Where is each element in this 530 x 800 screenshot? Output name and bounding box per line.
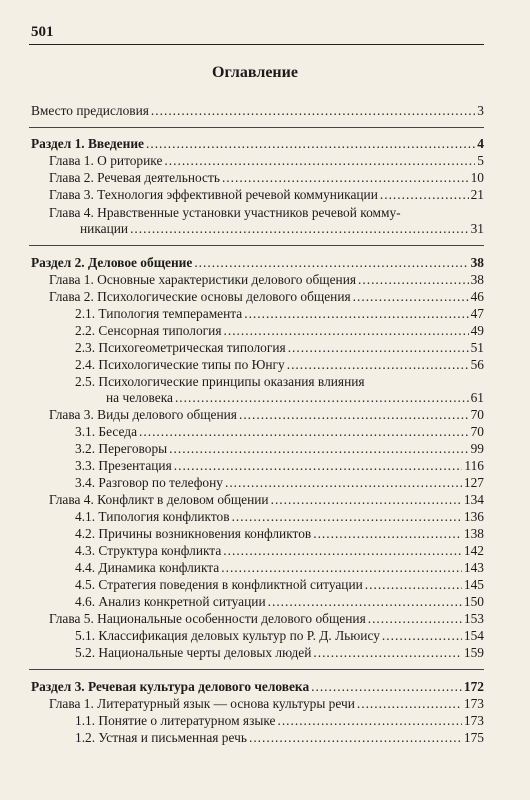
section-page: 38 xyxy=(470,255,484,270)
entry-page: 46 xyxy=(470,289,484,304)
toc-entry xyxy=(49,611,484,627)
toc-entry xyxy=(49,153,484,169)
entry-page: 143 xyxy=(463,560,484,575)
entry-title: 3.1. Беседа xyxy=(75,424,138,439)
entry-page: 70 xyxy=(470,424,484,439)
entry-page: 116 xyxy=(464,458,484,473)
entry-page: 175 xyxy=(463,730,484,745)
dot-leader xyxy=(174,458,463,474)
entry-title-line2: никации xyxy=(80,221,129,236)
toc-entry xyxy=(75,543,484,559)
entry-title: Глава 5. Национальные особенности делового общения xyxy=(49,611,366,626)
entry-page: 145 xyxy=(463,577,484,592)
toc-entry xyxy=(75,713,484,729)
toc-entry xyxy=(75,645,484,661)
section-divider xyxy=(29,127,484,128)
entry-page: 38 xyxy=(470,272,484,287)
toc-entry xyxy=(75,357,484,373)
dot-leader xyxy=(221,560,462,576)
toc-entry xyxy=(75,628,484,644)
section-title: Раздел 3. Речевая культура делового человека xyxy=(31,679,310,694)
entry-title: 4.3. Структура конфликта xyxy=(75,543,222,558)
dot-leader xyxy=(222,170,469,186)
entry-title: 1.2. Устная и письменная речь xyxy=(75,730,247,745)
toc-entry xyxy=(49,492,484,508)
entry-title: 4.1. Типология конфликтов xyxy=(75,509,230,524)
dot-leader xyxy=(313,526,462,542)
toc-entry xyxy=(49,696,484,712)
toc-entry xyxy=(75,526,484,542)
dot-leader xyxy=(353,289,469,305)
entry-page: 51 xyxy=(470,340,484,355)
entry-page: 10 xyxy=(470,170,484,185)
dot-leader xyxy=(151,103,475,119)
entry-title: 4.2. Причины возникновения конфликтов xyxy=(75,526,312,541)
entry-title: Глава 2. Речевая деятельность xyxy=(49,170,220,185)
entry-page: 159 xyxy=(463,645,484,660)
section-divider xyxy=(29,245,484,246)
entry-title-line1: 2.5. Психологические принципы оказания влияния xyxy=(75,374,365,389)
entry-title: Глава 4. Конфликт в деловом общении xyxy=(49,492,269,507)
section-page: 4 xyxy=(477,136,484,151)
entry-page: 99 xyxy=(470,441,484,456)
entry-title: 5.2. Национальные черты деловых людей xyxy=(75,645,312,660)
toc-entry xyxy=(75,594,484,610)
entry-page: 173 xyxy=(463,713,484,728)
toc-title: Оглавление xyxy=(212,64,298,81)
toc-entry xyxy=(75,441,484,457)
header-rule xyxy=(29,44,484,45)
dot-leader xyxy=(130,221,469,237)
entry-title: 2.2. Сенсорная типология xyxy=(75,323,222,338)
entry-page: 138 xyxy=(463,526,484,541)
dot-leader xyxy=(146,136,475,152)
entry-title: 4.4. Динамика конфликта xyxy=(75,560,220,575)
dot-leader xyxy=(311,679,462,695)
entry-title: 1.1. Понятие о литературном языке xyxy=(75,713,276,728)
entry-title: Глава 1. Литературный язык — основа культуры речи xyxy=(49,696,355,711)
toc-section-2 xyxy=(31,255,484,271)
toc-entry xyxy=(49,272,484,288)
dot-leader xyxy=(232,509,462,525)
dot-leader xyxy=(225,475,462,491)
entry-page: 173 xyxy=(463,696,484,711)
entry-page: 31 xyxy=(470,221,484,236)
toc-entry xyxy=(75,509,484,525)
entry-title: Вместо предисловия xyxy=(31,103,149,118)
dot-leader xyxy=(288,340,469,356)
toc-entry xyxy=(49,289,484,305)
dot-leader xyxy=(268,594,462,610)
entry-title: Глава 1. О риторике xyxy=(49,153,163,168)
toc-entry-preface xyxy=(31,103,484,119)
entry-title: 2.3. Психогеометрическая типология xyxy=(75,340,286,355)
entry-page: 142 xyxy=(463,543,484,558)
entry-page: 5 xyxy=(477,153,484,168)
section-page: 172 xyxy=(463,679,484,694)
page-number: 501 xyxy=(31,24,54,40)
toc-entry xyxy=(75,323,484,339)
entry-page: 70 xyxy=(470,407,484,422)
toc-entry xyxy=(75,306,484,322)
entry-page: 47 xyxy=(470,306,484,321)
entry-page: 154 xyxy=(463,628,484,643)
toc-entry xyxy=(49,170,484,186)
entry-title: Глава 1. Основные характеристики делового общения xyxy=(49,272,357,287)
entry-title: 4.5. Стратегия поведения в конфликтной ситуации xyxy=(75,577,363,592)
entry-page: 136 xyxy=(463,509,484,524)
toc-entry xyxy=(106,390,484,406)
entry-page: 49 xyxy=(470,323,484,338)
entry-page: 21 xyxy=(470,187,484,202)
toc-section-1 xyxy=(31,136,484,152)
dot-leader xyxy=(224,323,469,339)
entry-title: 3.2. Переговоры xyxy=(75,441,168,456)
dot-leader xyxy=(365,577,462,593)
toc-entry xyxy=(49,407,484,423)
toc-entry xyxy=(49,187,484,203)
dot-leader xyxy=(357,696,462,712)
dot-leader xyxy=(382,628,462,644)
dot-leader xyxy=(277,713,461,729)
toc-entry xyxy=(75,458,484,474)
entry-page: 134 xyxy=(463,492,484,507)
dot-leader xyxy=(244,306,468,322)
entry-title: 5.1. Классификация деловых культур по Р. Д. Льюису xyxy=(75,628,380,643)
dot-leader xyxy=(169,441,468,457)
dot-leader xyxy=(368,611,462,627)
dot-leader xyxy=(194,255,468,271)
section-title: Раздел 1. Введение xyxy=(31,136,145,151)
toc-entry xyxy=(75,730,484,746)
toc-entry xyxy=(80,221,484,237)
entry-title: 3.4. Разговор по телефону xyxy=(75,475,223,490)
dot-leader xyxy=(271,492,462,508)
entry-title: 4.6. Анализ конкретной ситуации xyxy=(75,594,266,609)
entry-title: Глава 3. Виды делового общения xyxy=(49,407,237,422)
entry-title: Глава 3. Технология эффективной речевой коммуникации xyxy=(49,187,378,202)
toc-section-3 xyxy=(31,679,484,695)
entry-page: 3 xyxy=(477,103,484,118)
toc-entry xyxy=(75,340,484,356)
entry-title: 3.3. Презентация xyxy=(75,458,172,473)
dot-leader xyxy=(164,153,475,169)
dot-leader xyxy=(139,424,469,440)
entry-title: Глава 2. Психологические основы делового общения xyxy=(49,289,351,304)
dot-leader xyxy=(175,390,469,406)
dot-leader xyxy=(249,730,462,746)
dot-leader xyxy=(358,272,469,288)
entry-page: 150 xyxy=(463,594,484,609)
dot-leader xyxy=(239,407,469,423)
section-title: Раздел 2. Деловое общение xyxy=(31,255,193,270)
entry-page: 153 xyxy=(463,611,484,626)
entry-title: 2.4. Психологические типы по Юнгу xyxy=(75,357,285,372)
toc-entry xyxy=(75,424,484,440)
toc-entry xyxy=(75,577,484,593)
entry-title-line2: на человека xyxy=(106,390,173,405)
entry-page: 56 xyxy=(470,357,484,372)
entry-title-line1: Глава 4. Нравственные установки участников речевой комму- xyxy=(49,205,401,220)
dot-leader xyxy=(313,645,462,661)
entry-page: 61 xyxy=(470,390,484,405)
section-divider xyxy=(29,669,484,670)
dot-leader xyxy=(223,543,462,559)
toc-entry xyxy=(75,475,484,491)
entry-title: 2.1. Типология темперамента xyxy=(75,306,243,321)
entry-page: 127 xyxy=(463,475,484,490)
dot-leader xyxy=(287,357,469,373)
toc-entry xyxy=(75,560,484,576)
dot-leader xyxy=(380,187,469,203)
